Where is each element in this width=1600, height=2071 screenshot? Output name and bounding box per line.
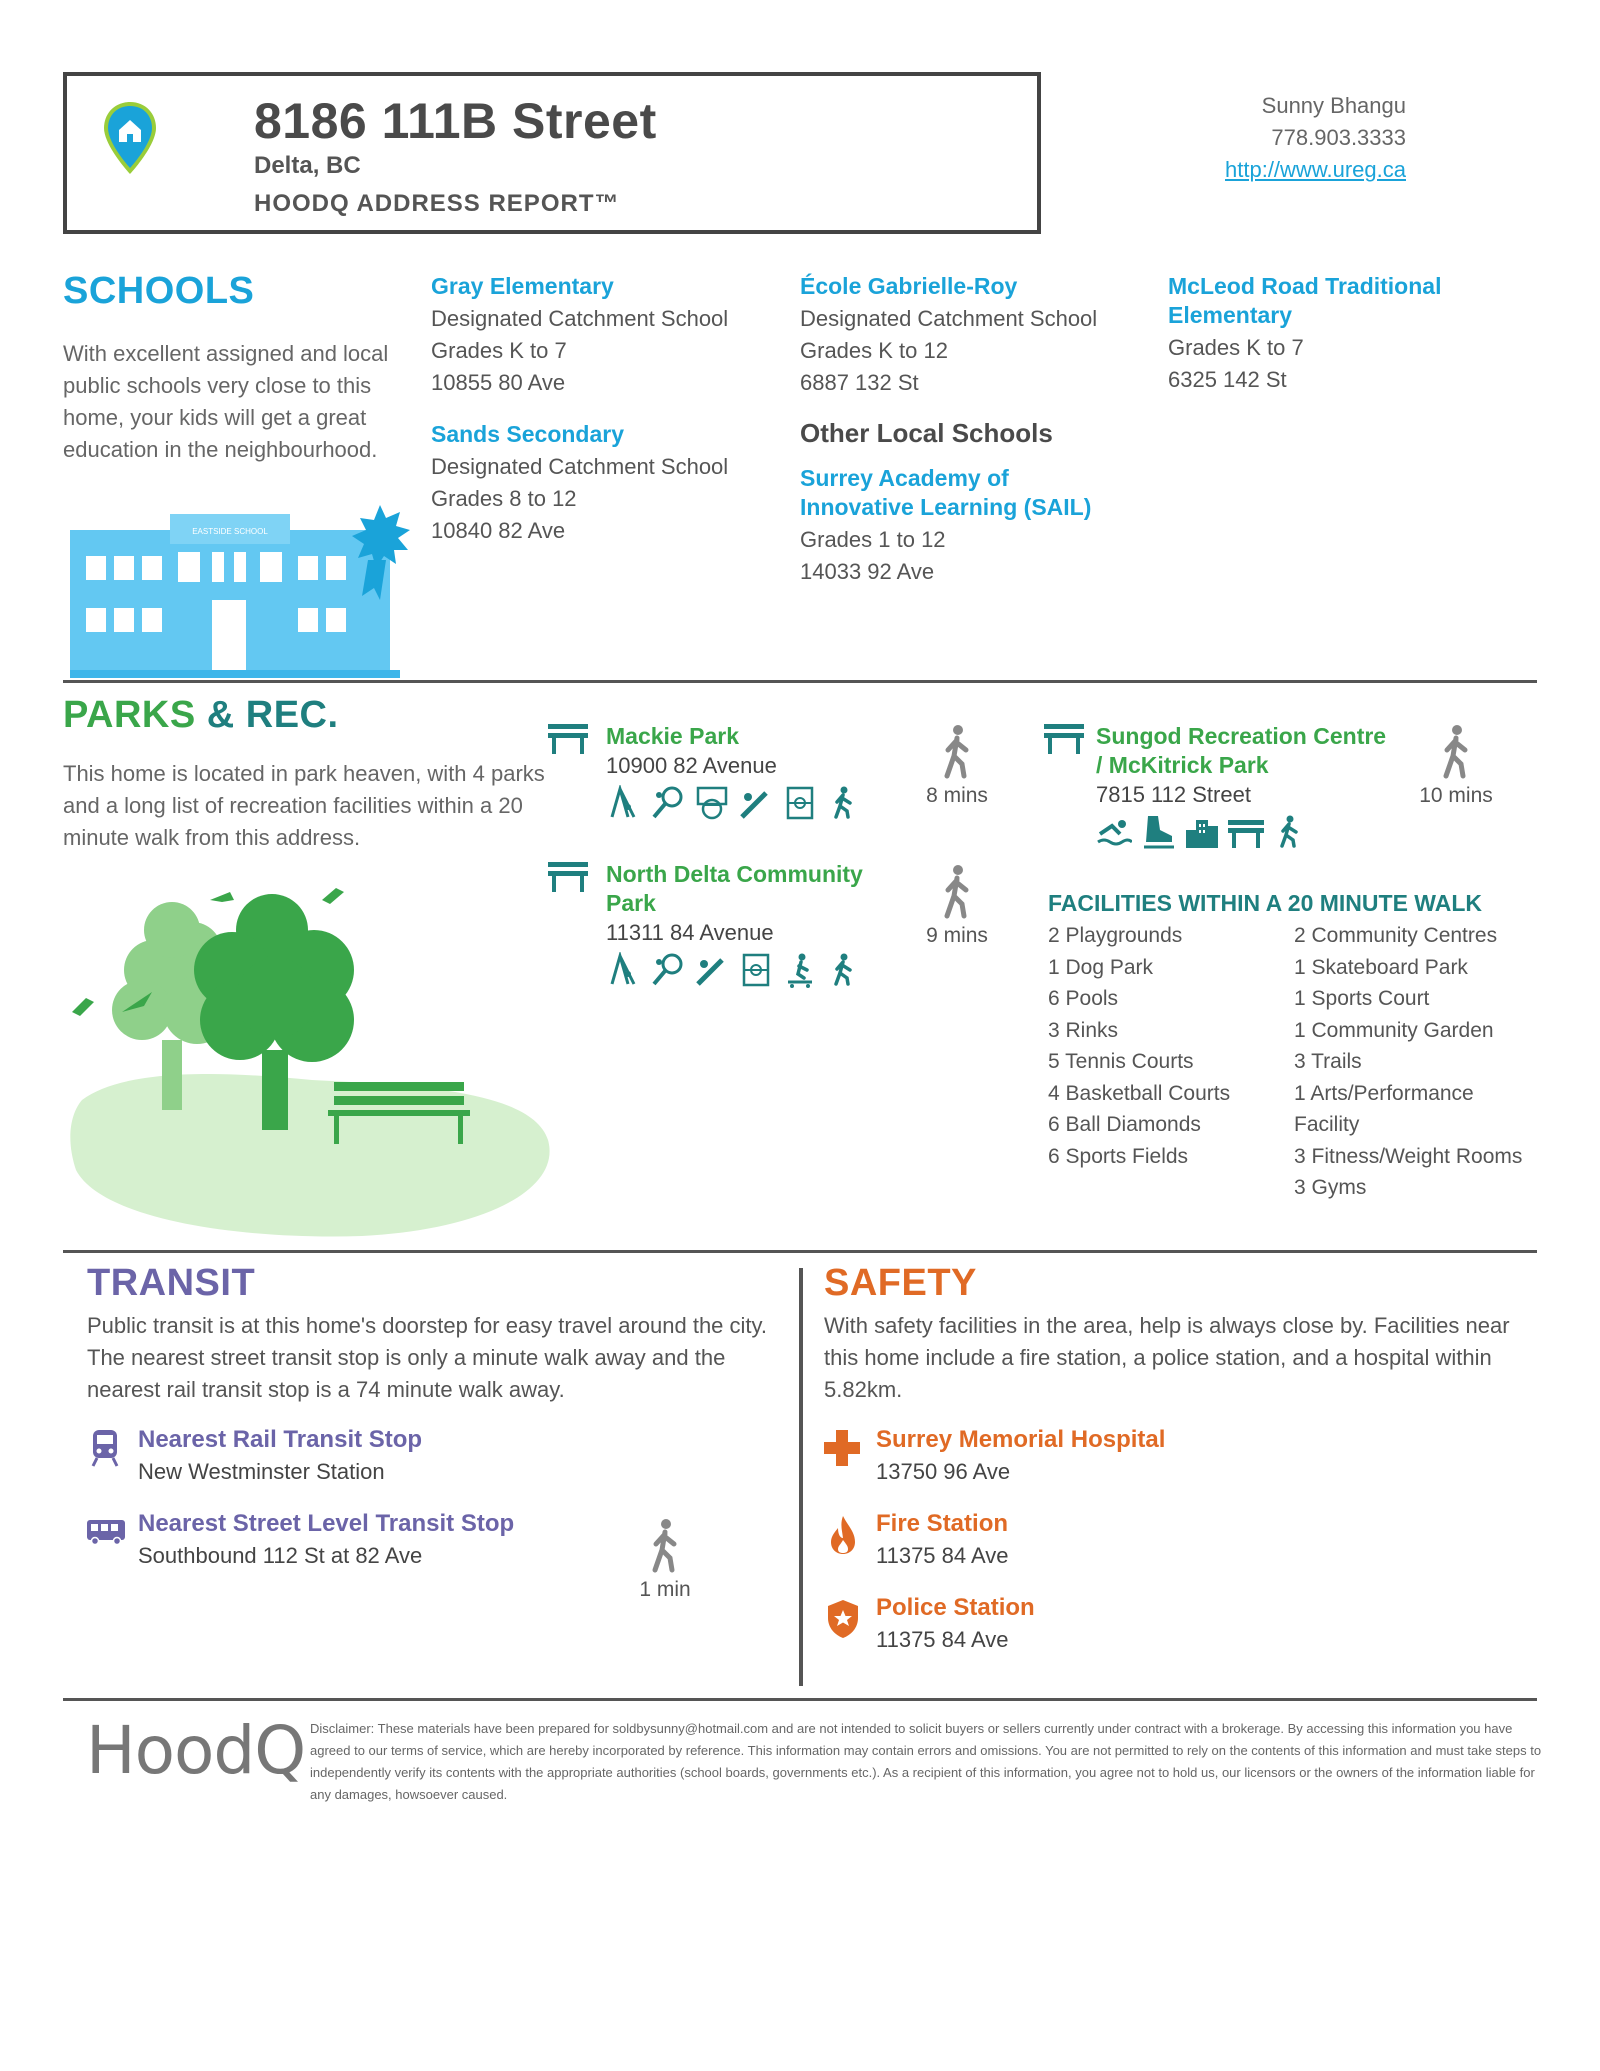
- school-name-line1[interactable]: Surrey Academy of: [800, 465, 1009, 491]
- park-bench-icon: [1044, 724, 1084, 754]
- parks-title: [63, 694, 339, 737]
- walk-time: 9 mins: [926, 924, 988, 947]
- school-type: Designated Catchment School: [431, 306, 729, 331]
- facility-item: 6 Pools: [1048, 987, 1119, 1010]
- school-grades: Grades 1 to 12: [800, 527, 946, 552]
- park-mackie: [606, 722, 906, 821]
- train-icon: [90, 1428, 120, 1468]
- location-pin-icon: [100, 98, 160, 178]
- school-building-illustration: [70, 500, 420, 680]
- park-amenity-icons: [1096, 814, 1426, 850]
- agent-contact: [1225, 90, 1406, 186]
- address-city: Delta, BC: [254, 152, 361, 179]
- walking-person-icon: [645, 1518, 685, 1574]
- hospital-name: Surrey Memorial Hospital: [876, 1426, 1166, 1453]
- hospital-cross-icon: [822, 1428, 862, 1468]
- walk-time: 10 mins: [1419, 784, 1493, 807]
- school-ecole-gabrielle-roy: [800, 272, 1140, 399]
- school-grades: Grades K to 7: [1168, 335, 1304, 360]
- rail-transit-stop: [138, 1424, 738, 1488]
- safety-description: With safety facilities in the area, help is always close by. Facilities near this home include a fire station, a police station, and a hospital within 5.82km.: [824, 1313, 1510, 1402]
- facility-item: 3 Trails: [1294, 1050, 1362, 1073]
- facility-item: 3 Gyms: [1294, 1176, 1367, 1199]
- walk-time-north-delta: [912, 864, 1002, 948]
- tennis-icon: [650, 952, 686, 988]
- column-divider: [799, 1268, 803, 1686]
- school-address: 10840 82 Ave: [431, 518, 566, 543]
- safety-police-station: [876, 1592, 1476, 1656]
- section-divider: [63, 1250, 1537, 1253]
- school-building-label: EASTSIDE SCHOOL: [192, 527, 268, 536]
- bus-icon: [86, 1518, 126, 1546]
- school-grades: Grades K to 7: [431, 338, 567, 363]
- walk-time: 8 mins: [926, 784, 988, 807]
- facilities-heading: FACILITIES WITHIN A 20 MINUTE WALK: [1048, 890, 1483, 916]
- park-bench-icon: [548, 862, 588, 892]
- fire-flame-icon: [828, 1514, 858, 1556]
- police-station-name: Police Station: [876, 1594, 1035, 1621]
- agent-phone: 778.903.3333: [1271, 125, 1406, 150]
- school-name-line2[interactable]: Innovative Learning (SAIL): [800, 494, 1092, 520]
- schools-title: SCHOOLS: [63, 270, 255, 312]
- rail-stop-value: New Westminster Station: [138, 1459, 385, 1484]
- facility-item: 1 Arts/Performance: [1294, 1081, 1474, 1105]
- school-gray-elementary: [431, 272, 771, 399]
- facility-item: 3 Fitness/Weight Rooms: [1294, 1144, 1523, 1168]
- park-name-line2[interactable]: Park: [606, 890, 656, 916]
- tennis-icon: [650, 785, 686, 821]
- walking-person-icon: [937, 724, 977, 780]
- sports-field-icon: [782, 785, 818, 821]
- safety-title: SAFETY: [824, 1262, 977, 1304]
- rail-stop-heading: Nearest Rail Transit Stop: [138, 1426, 423, 1453]
- section-divider: [63, 1698, 1537, 1701]
- school-address: 6325 142 St: [1168, 367, 1287, 392]
- walk-time-street-stop: [620, 1518, 710, 1602]
- community-centre-icon: [1184, 814, 1220, 850]
- facility-item: 1 Community Garden: [1294, 1018, 1494, 1042]
- agent-url-link[interactable]: http://www.ureg.ca: [1225, 157, 1406, 182]
- facility-item: Facility: [1294, 1113, 1360, 1136]
- facilities-list-left: [1048, 920, 1288, 1172]
- street-transit-stop: [138, 1508, 658, 1572]
- school-grades: Grades K to 12: [800, 338, 948, 363]
- street-stop-heading: Nearest Street Level Transit Stop: [138, 1510, 515, 1537]
- school-name[interactable]: Gray Elementary: [431, 273, 614, 299]
- report-label: HOODQ ADDRESS REPORT™: [254, 190, 620, 217]
- facility-item: 4 Basketball Courts: [1048, 1081, 1231, 1105]
- hiking-icon: [826, 952, 862, 988]
- school-grades: Grades 8 to 12: [431, 486, 577, 511]
- facilities-list-right: [1294, 920, 1554, 1204]
- facility-item: 5 Tennis Courts: [1048, 1050, 1194, 1073]
- baseball-icon: [694, 952, 730, 988]
- other-local-schools-heading: Other Local Schools: [800, 418, 1053, 448]
- disclaimer-text: Disclaimer: These materials have been prepared for soldbysunny@hotmail.com and are not intended to solicit buyers or sellers currently under contract with a brokerage. By accessing this information you have agreed to our terms of service, which are hereby incorporated by reference. This information may contain errors and omissions. You are not permitted to rely on the contents of this information and must take steps to independently verify its contents with the appropriate authorities (school boards, governments etc.). As a recipient of this information, you agree not to hold us, our licensors or the owners of the information liable for any damages, howsoever caused.: [310, 1721, 1542, 1802]
- park-north-delta: [606, 860, 906, 988]
- park-amenity-icons: [606, 952, 906, 988]
- school-name[interactable]: Sands Secondary: [431, 421, 625, 447]
- park-address: 11311 84 Avenue: [606, 920, 774, 945]
- park-bench-icon: [548, 724, 588, 754]
- park-name-line2[interactable]: / McKitrick Park: [1096, 752, 1269, 778]
- street-stop-value: Southbound 112 St at 82 Ave: [138, 1543, 423, 1568]
- park-name[interactable]: Mackie Park: [606, 723, 739, 749]
- walking-person-icon: [1436, 724, 1476, 780]
- school-mcleod-road: [1168, 272, 1508, 396]
- hoodq-logo: HoodQ: [86, 1712, 306, 1789]
- walk-time: 1 min: [639, 1578, 691, 1601]
- school-sail: [800, 464, 1140, 588]
- school-address: 10855 80 Ave: [431, 370, 566, 395]
- safety-hospital: [876, 1424, 1476, 1488]
- school-type: Designated Catchment School: [800, 306, 1098, 331]
- skating-icon: [1140, 814, 1176, 850]
- school-name-line2[interactable]: Elementary: [1168, 302, 1293, 328]
- facility-item: 2 Playgrounds: [1048, 924, 1183, 947]
- parks-title-b: & REC.: [206, 694, 339, 736]
- park-address: 7815 112 Street: [1096, 782, 1251, 807]
- walking-person-icon: [937, 864, 977, 920]
- schools-description: With excellent assigned and local public schools very close to this home, your kids will get a great education in the neighbourhood.: [63, 341, 389, 462]
- hiking-icon: [1272, 814, 1308, 850]
- basketball-icon: [694, 785, 730, 821]
- facility-item: 6 Sports Fields: [1048, 1144, 1189, 1168]
- section-divider: [63, 680, 1537, 683]
- walk-time-sungod: [1406, 724, 1506, 808]
- park-bench-icon: [1228, 814, 1264, 850]
- school-address: 14033 92 Ave: [800, 559, 935, 584]
- facility-item: 1 Dog Park: [1048, 955, 1154, 979]
- transit-title: TRANSIT: [87, 1262, 256, 1304]
- fire-station-address: 11375 84 Ave: [876, 1543, 1009, 1568]
- hospital-address: 13750 96 Ave: [876, 1459, 1011, 1484]
- sports-field-icon: [738, 952, 774, 988]
- school-address: 6887 132 St: [800, 370, 919, 395]
- park-name-line1[interactable]: North Delta Community: [606, 861, 863, 887]
- baseball-icon: [738, 785, 774, 821]
- agent-name: Sunny Bhangu: [1261, 93, 1406, 118]
- facility-item: 6 Ball Diamonds: [1048, 1113, 1201, 1136]
- police-station-address: 11375 84 Ave: [876, 1627, 1009, 1652]
- address-title: 8186 111B Street: [254, 93, 657, 149]
- park-address: 10900 82 Avenue: [606, 753, 777, 778]
- hiking-icon: [826, 785, 862, 821]
- skateboard-icon: [782, 952, 818, 988]
- walk-time-mackie: [912, 724, 1002, 808]
- playground-icon: [606, 952, 642, 988]
- park-name-line1[interactable]: Sungod Recreation Centre: [1096, 723, 1387, 749]
- safety-fire-station: [876, 1508, 1476, 1572]
- facility-item: 1 Sports Court: [1294, 987, 1430, 1010]
- parks-description: This home is located in park heaven, with 4 parks and a long list of recreation facilities within a 20 minute walk from this address.: [63, 761, 545, 850]
- school-name-line1[interactable]: McLeod Road Traditional: [1168, 273, 1442, 299]
- school-sands-secondary: [431, 420, 771, 547]
- facility-item: 1 Skateboard Park: [1294, 955, 1468, 979]
- transit-description: Public transit is at this home's doorstep for easy travel around the city. The nearest street transit stop is only a minute walk away and the nearest rail transit stop is a 74 minute walk away.: [87, 1313, 768, 1402]
- fire-station-name: Fire Station: [876, 1510, 1009, 1537]
- swimming-icon: [1096, 814, 1132, 850]
- facility-item: 2 Community Centres: [1294, 924, 1498, 947]
- park-sungod: [1096, 722, 1426, 850]
- facility-item: 3 Rinks: [1048, 1018, 1119, 1042]
- parks-title-a: PARKS: [63, 694, 196, 736]
- playground-icon: [606, 785, 642, 821]
- park-amenity-icons: [606, 785, 906, 821]
- school-type: Designated Catchment School: [431, 454, 729, 479]
- park-trees-illustration: [62, 870, 562, 1250]
- police-badge-icon: [826, 1598, 860, 1640]
- school-name[interactable]: École Gabrielle-Roy: [800, 273, 1018, 299]
